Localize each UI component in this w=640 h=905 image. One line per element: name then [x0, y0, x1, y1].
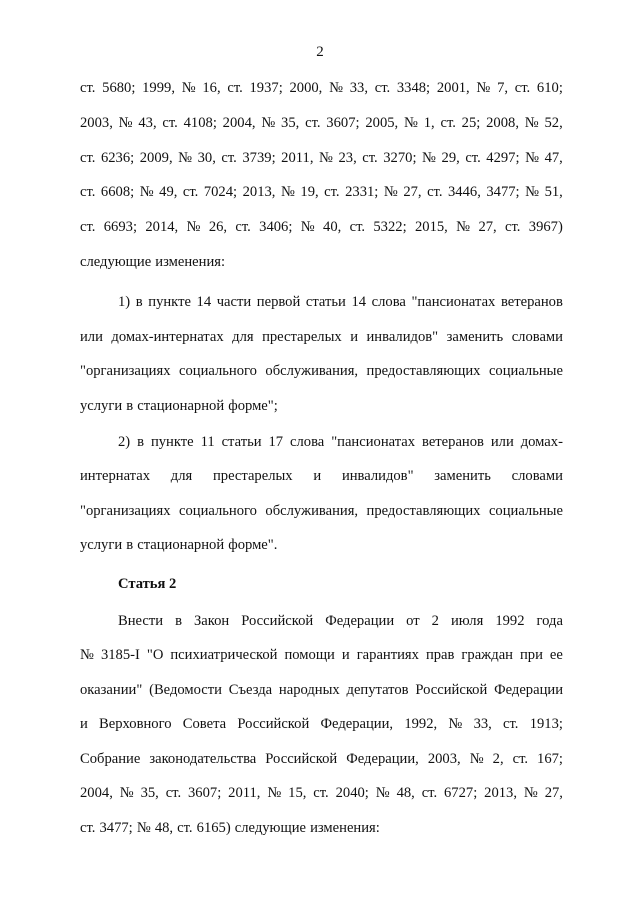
article-heading: Статья 2	[118, 576, 177, 592]
text-line: № 3185-I "О психиатрической помощи и гарантиях прав граждан при ее	[80, 647, 563, 663]
text-line: 1) в пункте 14 части первой статьи 14 слова "пансионатах ветеранов	[118, 294, 563, 310]
text-line: оказании" (Ведомости Съезда народных депутатов Российской Федерации	[80, 682, 563, 698]
text-line: интернатах для престарелых и инвалидов" заменить словами	[80, 468, 563, 484]
text-line: следующие изменения:	[80, 254, 226, 270]
text-line: ст. 6693; 2014, № 26, ст. 3406; № 40, ст. 5322; 2015, № 27, ст. 3967)	[80, 219, 563, 235]
text-line: "организациях социального обслуживания, предоставляющих социальные	[80, 503, 563, 519]
text-line: и Верховного Совета Российской Федерации, 1992, № 33, ст. 1913;	[80, 716, 563, 732]
text-line: 2004, № 35, ст. 3607; 2011, № 15, ст. 2040; № 48, ст. 6727; 2013, № 27,	[80, 785, 563, 801]
text-line: ст. 6236; 2009, № 30, ст. 3739; 2011, № 23, ст. 3270; № 29, ст. 4297; № 47,	[80, 150, 563, 166]
text-line: "организациях социального обслуживания, предоставляющих социальные	[80, 363, 563, 379]
text-line: 2003, № 43, ст. 4108; 2004, № 35, ст. 3607; 2005, № 1, ст. 25; 2008, № 52,	[80, 115, 563, 131]
text-line: услуги в стационарной форме";	[80, 398, 278, 414]
text-line: или домах-интернатах для престарелых и инвалидов" заменить словами	[80, 329, 563, 345]
page-number: 2	[316, 44, 324, 60]
text-line: ст. 6608; № 49, ст. 7024; 2013, № 19, ст. 2331; № 27, ст. 3446, 3477; № 51,	[80, 184, 563, 200]
text-line: услуги в стационарной форме".	[80, 537, 278, 553]
text-line: Внести в Закон Российской Федерации от 2 июля 1992 года	[118, 613, 563, 629]
text-line: 2) в пункте 11 статьи 17 слова "пансионатах ветеранов или домах-	[118, 434, 563, 450]
text-line: Собрание законодательства Российской Федерации, 2003, № 2, ст. 167;	[80, 751, 563, 767]
text-line: ст. 3477; № 48, ст. 6165) следующие изменения:	[80, 820, 380, 836]
text-line: ст. 5680; 1999, № 16, ст. 1937; 2000, № 33, ст. 3348; 2001, № 7, ст. 610;	[80, 80, 563, 96]
